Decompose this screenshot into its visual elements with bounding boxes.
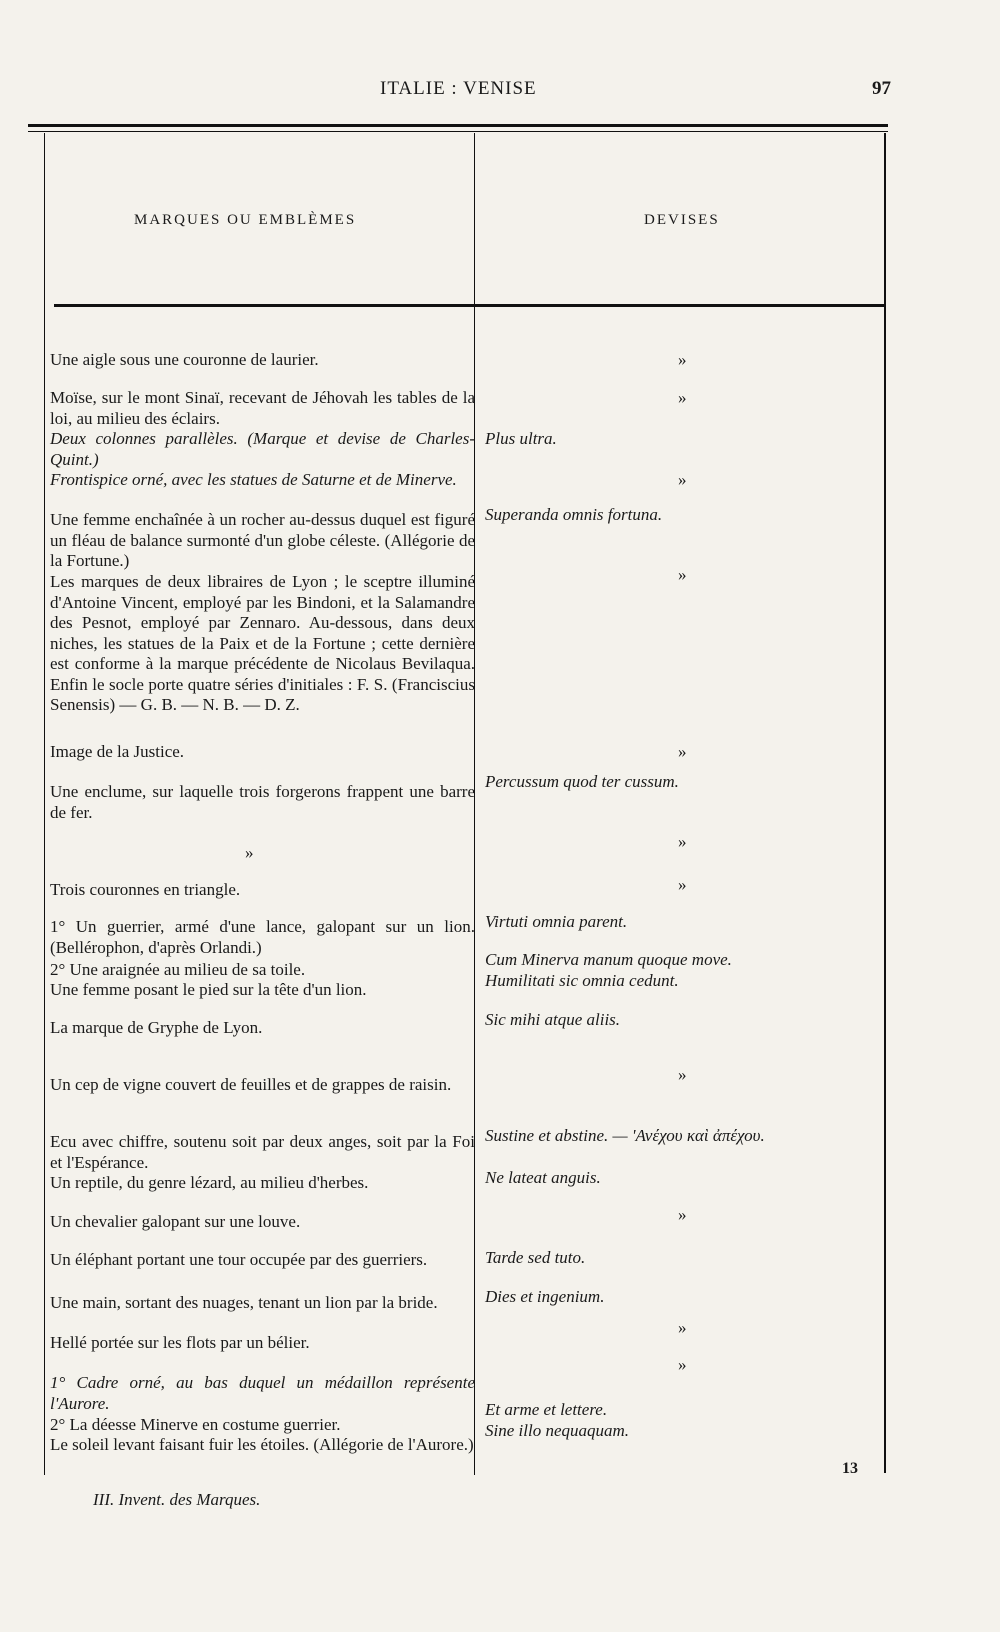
motto-entry: » <box>678 470 687 489</box>
mark-entry: Le soleil levant faisant fuir les étoiles. (Allégorie de l'Aurore.) <box>50 1435 474 1454</box>
mark-entry: Les marques de deux libraires de Lyon ; le sceptre illuminé d'Antoine Vincent, employé par les Bindoni, et la Salamandre des Pesnot, employé par Zennaro. Au-dessous, dans deux niches, les statues de la Paix et de la Fortune ; cette dernière est conforme à la marque précédente de Nicolaus Bevilaqua. Enfin le socle porte quatre séries d'initiales : F. S. (Franciscius Senensis) — G. B. — N. B. — D. Z. <box>50 572 475 714</box>
mark-entry: Une femme posant le pied sur la tête d'un lion. <box>50 980 367 999</box>
motto-entry: » <box>678 388 687 407</box>
mark-entry: Une enclume, sur laquelle trois forgerons frappent une barre de fer. <box>50 782 475 822</box>
mark-entry: Image de la Justice. <box>50 742 185 761</box>
page-number: 97 <box>872 78 891 99</box>
motto-entry: Dies et ingenium. <box>485 1287 605 1306</box>
running-title: ITALIE : VENISE <box>380 78 537 99</box>
motto-entry: » <box>678 1065 687 1084</box>
motto-entry: Cum Minerva manum quoque move. <box>485 950 732 969</box>
top-rule <box>28 124 888 127</box>
motto-entry: Superanda omnis fortuna. <box>485 505 663 524</box>
motto-entry: » <box>678 350 687 369</box>
table-right-border <box>884 133 886 1473</box>
mark-entry: 2° Une araignée au milieu de sa toile. <box>50 960 306 979</box>
mark-entry: Deux colonnes parallèles. (Marque et devise de Charles-Quint.) <box>50 429 475 469</box>
motto-entry: Sic mihi atque aliis. <box>485 1010 621 1029</box>
mark-entry: Frontispice orné, avec les statues de Saturne et de Minerve. <box>50 470 457 489</box>
mark-entry: Un reptile, du genre lézard, au milieu d'herbes. <box>50 1173 369 1192</box>
mark-entry: Un éléphant portant une tour occupée par des guerriers. <box>50 1250 428 1269</box>
motto-entry: Plus ultra. <box>485 429 557 448</box>
mark-entry: Hellé portée sur les flots par un bélier. <box>50 1333 310 1352</box>
footer-note: III. Invent. des Marques. <box>93 1490 261 1509</box>
mark-entry: Ecu avec chiffre, soutenu soit par deux anges, soit par la Foi et l'Espérance. <box>50 1132 475 1172</box>
signature-mark: 13 <box>842 1460 858 1477</box>
motto-entry: » <box>678 875 687 894</box>
motto-entry: Percussum quod ter cussum. <box>485 772 679 791</box>
motto-entry: Et arme et lettere. <box>485 1400 608 1419</box>
motto-entry: » <box>678 1205 687 1224</box>
mark-entry: Une main, sortant des nuages, tenant un lion par la bride. <box>50 1293 438 1312</box>
mark-entry: Un chevalier galopant sur une louve. <box>50 1212 301 1231</box>
header-rule <box>54 304 884 307</box>
column-header-mottos: DEVISES <box>644 212 720 228</box>
motto-entry: Virtuti omnia parent. <box>485 912 628 931</box>
mark-entry: La marque de Gryphe de Lyon. <box>50 1018 263 1037</box>
motto-entry: Tarde sed tuto. <box>485 1248 586 1267</box>
motto-entry: Sine illo nequaquam. <box>485 1421 630 1440</box>
mark-entry: Un cep de vigne couvert de feuilles et de grappes de raisin. <box>50 1075 452 1094</box>
mark-entry: Une femme enchaînée à un rocher au-dessus duquel est figuré un fléau de balance surmonté d'un globe céleste. (Allégorie de la Fortune.) <box>50 510 475 570</box>
motto-entry: Ne lateat anguis. <box>485 1168 601 1187</box>
mark-entry: Trois couronnes en triangle. <box>50 880 241 899</box>
mark-entry: 1° Un guerrier, armé d'une lance, galopant sur un lion. (Bellérophon, d'après Orlandi.) <box>50 917 475 957</box>
motto-entry: » <box>678 565 687 584</box>
column-header-marks: MARQUES OU EMBLÈMES <box>134 212 357 228</box>
mark-entry: Une aigle sous une couronne de laurier. <box>50 350 319 369</box>
mark-entry: 1° Cadre orné, au bas duquel un médaillon représente l'Aurore. <box>50 1373 475 1413</box>
mark-entry: 2° La déesse Minerve en costume guerrier. <box>50 1415 341 1434</box>
mark-entry: Moïse, sur le mont Sinaï, recevant de Jéhovah les tables de la loi, au milieu des éclairs. <box>50 388 475 428</box>
top-rule-thin <box>28 131 888 132</box>
table-left-border <box>44 133 45 1475</box>
motto-entry: » <box>678 832 687 851</box>
motto-entry: » <box>678 742 687 761</box>
motto-entry: » <box>678 1355 687 1374</box>
motto-entry: Sustine et abstine. — 'Ανέχου καὶ ἀπέχου. <box>485 1126 765 1145</box>
motto-entry: Humilitati sic omnia cedunt. <box>485 971 679 990</box>
mark-entry: » <box>245 843 254 862</box>
motto-entry: » <box>678 1318 687 1337</box>
